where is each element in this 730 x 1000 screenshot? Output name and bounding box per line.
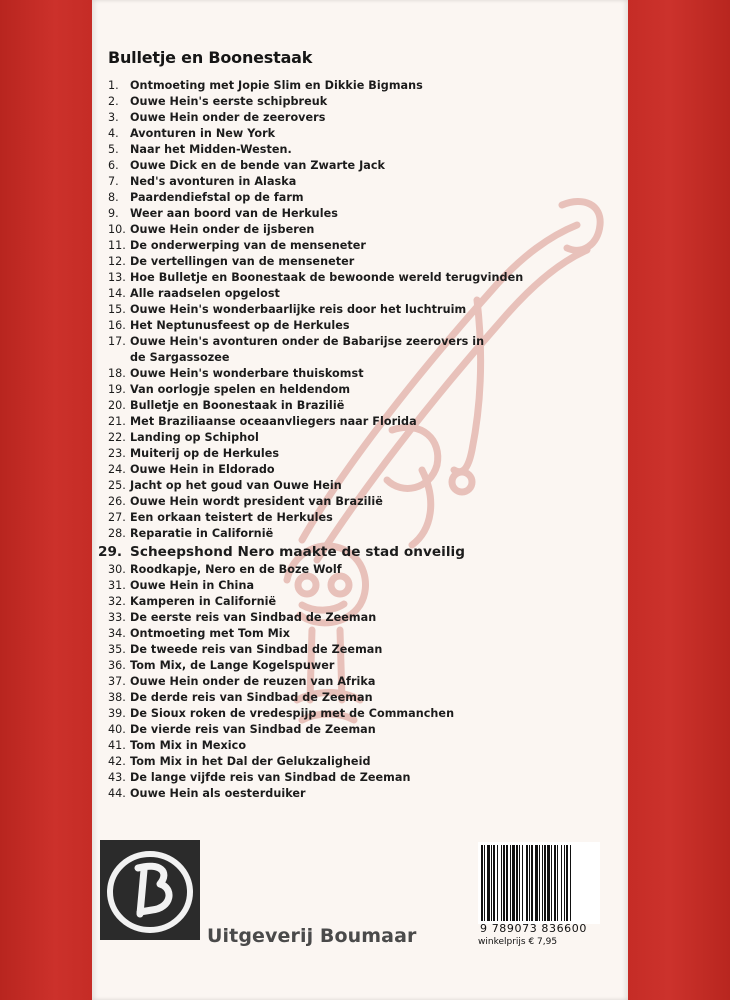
list-item: 12. De vertellingen van de menseneter [108, 255, 355, 268]
barcode-bar [510, 845, 511, 921]
barcode-bar [519, 845, 520, 921]
list-item-highlighted: 29. Scheepshond Nero maakte de stad onveilig [98, 544, 466, 560]
publisher-logo [100, 840, 200, 940]
publisher-name: Uitgeverij Boumaar [207, 925, 417, 947]
list-item: 2. Ouwe Hein's eerste schipbreuk [108, 95, 328, 108]
list-item: 15. Ouwe Hein's wonderbaarlijke reis door het luchtruim [108, 303, 467, 316]
barcode-bar [564, 845, 565, 921]
barcode-bar [484, 845, 485, 921]
list-item: 5. Naar het Midden-Westen. [108, 143, 292, 156]
title-list [98, 78, 528, 802]
list-item: 16. Het Neptunusfeest op de Herkules [108, 319, 350, 332]
list-item: 20. Bulletje en Boonestaak in Brazilië [108, 399, 345, 412]
barcode-bar [512, 845, 515, 921]
list-item: 17. Ouwe Hein's avonturen onder de Babarijse zeerovers in de Sargassozee [108, 335, 485, 364]
list-item: 24. Ouwe Hein in Eldorado [108, 463, 275, 476]
list-item: 27. Een orkaan teistert de Herkules [108, 511, 333, 524]
list-item: 43. De lange vijfde reis van Sindbad de Zeeman [108, 771, 411, 784]
list-item: 31. Ouwe Hein in China [108, 579, 255, 592]
barcode-bar [539, 845, 540, 921]
list-item: 25. Jacht op het goud van Ouwe Hein [108, 479, 342, 492]
list-item: 26. Ouwe Hein wordt president van Brazilië [108, 495, 383, 508]
barcode-bar [526, 845, 528, 921]
series-title: Bulletje en Boonestaak [108, 48, 313, 67]
list-item: 19. Van oorlogje spelen en heldendom [108, 383, 351, 396]
barcode-bar [535, 845, 538, 921]
red-border-right [628, 0, 730, 1000]
list-item: 4. Avonturen in New York [108, 127, 276, 140]
list-item: 39. De Sioux roken de vredespijp met de Commanchen [108, 707, 455, 720]
barcode-bar [531, 845, 533, 921]
list-item: 40. De vierde reis van Sindbad de Zeeman [108, 723, 376, 736]
list-item: 14. Alle raadselen opgelost [108, 287, 280, 300]
barcode-bar [566, 845, 568, 921]
barcode-bar [493, 845, 495, 921]
list-item: 33. De eerste reis van Sindbad de Zeeman [108, 611, 377, 624]
list-item: 37. Ouwe Hein onder de reuzen van Afrika [108, 675, 376, 688]
red-border-left [0, 0, 92, 1000]
barcode [478, 842, 600, 924]
list-item: 6. Ouwe Dick en de bende van Zwarte Jack [108, 159, 386, 172]
list-item: 44. Ouwe Hein als oesterduiker [108, 787, 306, 800]
barcode-bar [497, 845, 498, 921]
barcode-bar [554, 845, 556, 921]
barcode-bar [501, 845, 502, 921]
barcode-bar [551, 845, 552, 921]
list-item: 13. Hoe Bulletje en Boonestaak de bewoonde wereld terugvinden [108, 271, 524, 284]
list-item: 38. De derde reis van Sindbad de Zeeman [108, 691, 373, 704]
list-item: 34. Ontmoeting met Tom Mix [108, 627, 290, 640]
list-item: 35. De tweede reis van Sindbad de Zeeman [108, 643, 383, 656]
list-item: 18. Ouwe Hein's wonderbare thuiskomst [108, 367, 364, 380]
barcode-bar [561, 845, 562, 921]
barcode-bar [542, 845, 543, 921]
list-item: 8. Paardendiefstal op de farm [108, 191, 304, 204]
barcode-bar [570, 845, 571, 921]
barcode-bar [503, 845, 505, 921]
list-item: 7. Ned's avonturen in Alaska [108, 175, 297, 188]
list-item: 11. De onderwerping van de menseneter [108, 239, 366, 252]
barcode-bar [544, 845, 546, 921]
list-item: 30. Roodkapje, Nero en de Boze Wolf [108, 563, 342, 576]
list-item: 41. Tom Mix in Mexico [108, 739, 247, 752]
list-item: 36. Tom Mix, de Lange Kogelspuwer [108, 659, 335, 672]
list-item: 22. Landing op Schiphol [108, 431, 259, 444]
barcode-bar [491, 845, 492, 921]
list-item: 42. Tom Mix in het Dal der Gelukzaligheid [108, 755, 371, 768]
list-item: 28. Reparatie in Californië [108, 527, 274, 540]
barcode-bar [481, 845, 483, 921]
list-item: 10. Ouwe Hein onder de ijsberen [108, 223, 315, 236]
barcode-bar [557, 845, 558, 921]
list-item: 21. Met Braziliaanse oceaanvliegers naar Florida [108, 415, 417, 428]
isbn-number: 9 789073 836600 [480, 922, 587, 935]
list-item: 1. Ontmoeting met Jopie Slim en Dikkie Bigmans [108, 79, 423, 92]
barcode-bar [506, 845, 508, 921]
list-item: 32. Kamperen in Californië [108, 595, 277, 608]
price-label: winkelprijs € 7,95 [478, 937, 558, 947]
list-item: 9. Weer aan boord van de Herkules [108, 207, 338, 220]
list-item: 23. Muiterij op de Herkules [108, 447, 280, 460]
barcode-bar [529, 845, 530, 921]
barcode-bar [516, 845, 518, 921]
barcode-bar [487, 845, 490, 921]
barcode-bar [547, 845, 550, 921]
list-item: 3. Ouwe Hein onder de zeerovers [108, 111, 326, 124]
barcode-bar [522, 845, 523, 921]
